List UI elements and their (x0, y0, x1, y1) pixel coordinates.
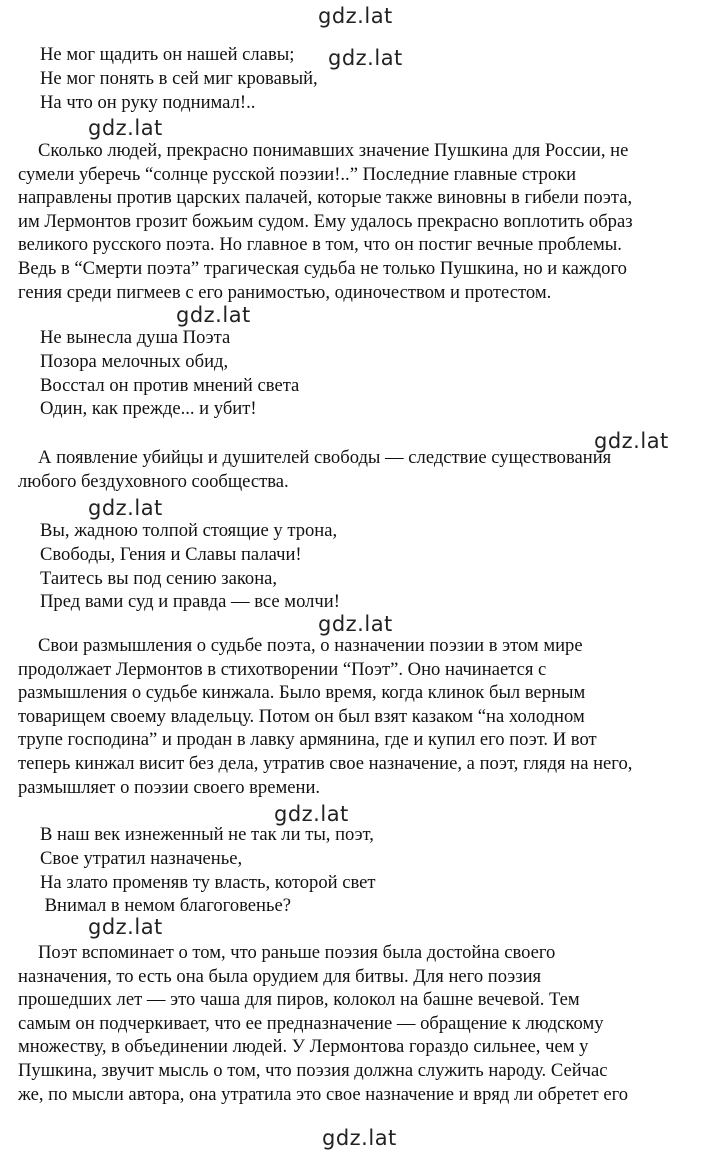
watermark: gdz.lat (318, 612, 393, 636)
poem-stanza-1 (40, 43, 680, 114)
poem-line: На что он руку поднимал!.. (40, 91, 256, 113)
paragraph-line: размышления о судьбе кинжала. Было время, когда клинок был верным (18, 682, 586, 704)
watermark: gdz.lat (176, 303, 251, 327)
watermark: gdz.lat (88, 496, 163, 520)
watermark: gdz.lat (318, 4, 393, 28)
watermark: gdz.lat (274, 802, 349, 826)
paragraph-2 (18, 446, 708, 493)
poem-line: Восстал он против мнений света (40, 374, 300, 396)
paragraph-line: гения среди пигмеев с его ранимостью, одиночеством и протестом. (18, 281, 552, 303)
poem-stanza-4 (40, 823, 680, 918)
watermark: gdz.lat (328, 46, 403, 70)
poem-line: Не мог понять в сей миг кровавый, (40, 67, 318, 89)
paragraph-line: им Лермонтов грозит божьим судом. Ему удалось прекрасно воплотить образ (18, 210, 633, 232)
paragraph-line: великого русского поэта. Но главное в том, что он постиг вечные проблемы. (18, 234, 622, 256)
paragraph-line: Пушкина, звучит мысль о том, что поэзия должна служить народу. Сейчас (18, 1059, 608, 1081)
paragraph-line: множеству, в объединении людей. У Лермонтова гораздо сильнее, чем у (18, 1036, 589, 1058)
poem-line: Внимал в немом благоговенье? (40, 895, 291, 917)
paragraph-line: Поэт вспоминает о том, что раньше поэзия была достойна своего (38, 942, 556, 963)
poem-stanza-3 (40, 519, 680, 614)
paragraph-line: самым он подчеркивает, что ее предназначение — обращение к людскому (18, 1012, 604, 1034)
paragraph-line: любого бездуховного сообщества. (18, 470, 289, 492)
paragraph-line: размышляет о поэзии своего времени. (18, 776, 321, 798)
paragraph-line: прошедших лет — это чаша для пиров, колокол на башне вечевой. Тем (18, 989, 580, 1011)
paragraph-line: А появление убийцы и душителей свободы — следствие существования (38, 447, 612, 468)
poem-line: Вы, жадною толпой стоящие у трона, (40, 520, 338, 541)
poem-line: В наш век изнеженный не так ли ты, поэт, (40, 824, 374, 845)
paragraph-line: Свои размышления о судьбе поэта, о назначении поэзии в этом мире (38, 635, 583, 656)
poem-line: Таитесь вы под сению закона, (40, 567, 278, 589)
paragraph-line: направлены против царских палачей, которые также виновны в гибели поэта, (18, 187, 633, 209)
poem-stanza-2 (40, 326, 680, 421)
poem-line: Свободы, Гения и Славы палачи! (40, 543, 302, 565)
paragraph-line: товарищем своему владельцу. Потом он был взят казаком “на холодном (18, 705, 585, 727)
paragraph-line: сумели уберечь “солнце русской поэзии!..” Последние главные строки (18, 163, 577, 185)
watermark: gdz.lat (88, 116, 163, 140)
paragraph-line: продолжает Лермонтов в стихотворении “Поэт”. Оно начинается с (18, 658, 547, 680)
paragraph-line: же, по мысли автора, она утратила это свое назначение и вряд ли обретет его (18, 1083, 629, 1105)
poem-line: Не мог щадить он нашей славы; (40, 44, 295, 65)
watermark: gdz.lat (88, 915, 163, 939)
poem-line: Не вынесла душа Поэта (40, 327, 231, 348)
paragraph-line: назначения, то есть она была орудием для битвы. Для него поэзия (18, 965, 542, 987)
paragraph-line: Сколько людей, прекрасно понимавших значение Пушкина для России, не (38, 140, 629, 161)
poem-line: На злато променяв ту власть, которой свет (40, 871, 376, 893)
poem-line: Свое утратил назначенье, (40, 847, 243, 869)
paragraph-line: теперь кинжал висит без дела, утратив свое назначение, а поэт, глядя на него, (18, 752, 633, 774)
paragraph-1 (18, 139, 708, 304)
paragraph-line: трупе господина” и продан в лавку армянина, где и купил его поэт. И вот (18, 729, 597, 751)
poem-line: Позора мелочных обид, (40, 350, 229, 372)
paragraph-4 (18, 941, 708, 1106)
watermark: gdz.lat (594, 429, 669, 453)
paragraph-3 (18, 634, 708, 799)
poem-line: Пред вами суд и правда — все молчи! (40, 591, 340, 613)
paragraph-line: Ведь в “Смерти поэта” трагическая судьба не только Пушкина, но и каждого (18, 257, 627, 279)
poem-line: Один, как прежде... и убит! (40, 398, 257, 420)
watermark: gdz.lat (322, 1126, 397, 1150)
